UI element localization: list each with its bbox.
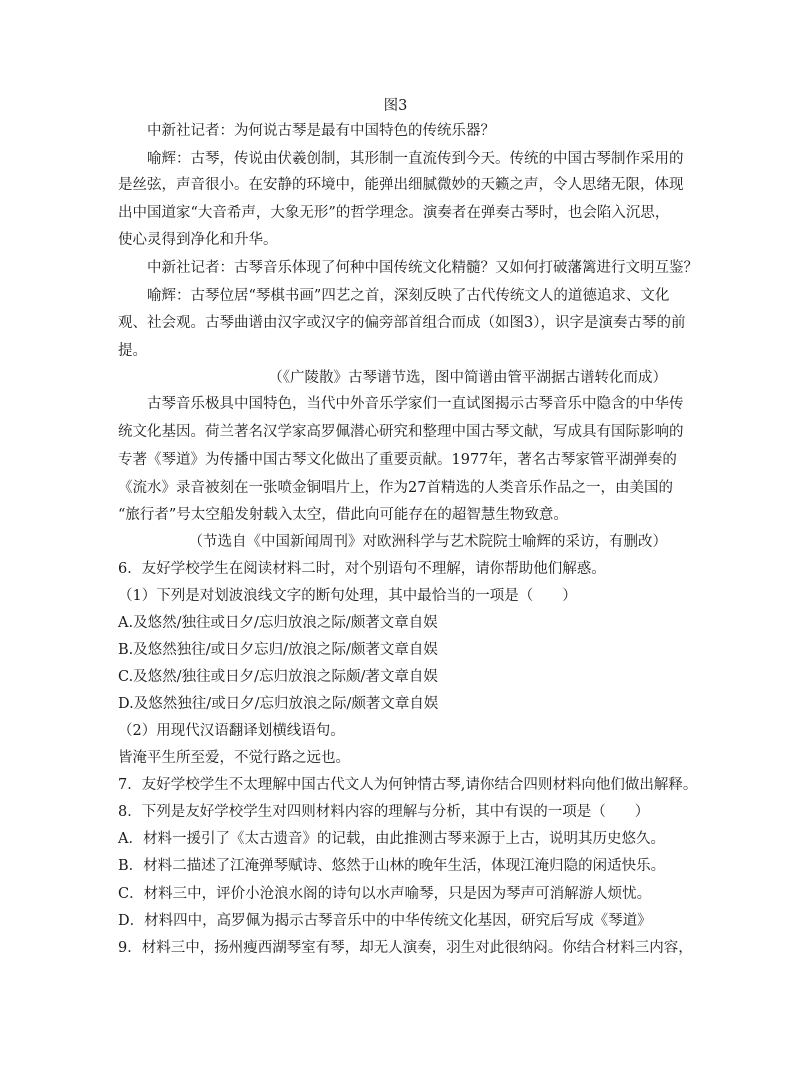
figure-note: （《广陵散》古琴谱节选，图中简谱由管平湖据古谱转化而成） [268, 370, 667, 386]
question-7: 7．友好学校学生不太理解中国古代文人为何钟情古琴,请你结合四则材料向他们做出解释。 [118, 777, 698, 793]
question-8-option-c: C．材料三中，评价小沧浪水阁的诗句以水声喻琴，只是因为琴声可消解游人烦忧。 [118, 886, 652, 902]
question-8-option-a: A．材料一援引了《太古遗音》的记载，由此推测古琴来源于上古，说明其历史悠久。 [118, 831, 665, 847]
interview-answer-1-line: 出中国道家“大音希声，大象无形”的哲学理念。演奏者在弹奏古琴时，也会陷入沉思， [118, 205, 670, 221]
interview-answer-2-line: 提。 [118, 343, 147, 359]
question-9: 9．材料三中，扬州瘦西湖琴室有琴，却无人演奏，羽生对此很纳闷。你结合材料三内容， [118, 940, 693, 956]
question-6-option-c: C.及悠然/独往或日夕/忘归放浪之际颇/著文章自娱 [118, 669, 438, 685]
question-6-part-1: （1）下列是对划波浪线文字的断句处理，其中最恰当的一项是（ ） [118, 588, 577, 604]
interview-answer-2-line: 喻辉：古琴位居“琴棋书画”四艺之首，深刻反映了古代传统文人的道德追求、文化 [147, 288, 670, 304]
figure-caption: 图3 [383, 98, 408, 114]
question-6: 6．友好学校学生在阅读材料二时，对个别语句不理解，请你帮助他们解惑。 [118, 561, 606, 577]
material-paragraph-line: 统文化基因。荷兰著名汉学家高罗佩潜心研究和整理中国古琴文献，写成具有国际影响的 [118, 424, 684, 440]
question-8-option-d: D．材料四中，高罗佩为揭示古琴音乐中的中华传统文化基因，研究后写成《琴道》 [118, 913, 652, 929]
interview-question-2: 中新社记者：古琴音乐体现了何种中国传统文化精髓？又如何打破藩篱进行文明互鉴？ [147, 260, 698, 276]
interview-answer-1-line: 是丝弦，声音很小。在安静的环境中，能弹出细腻微妙的天籁之声，令人思绪无限，体现 [118, 177, 684, 193]
question-6-part-2-sentence: 皆淹平生所至爱，不觉行路之远也。 [118, 750, 350, 766]
material-paragraph-line: 专著《琴道》为传播中国古琴文化做出了重要贡献。1977年，著名古琴家管平湖弹奏的 [118, 452, 677, 468]
material-paragraph-line: 古琴音乐极具中国特色，当代中外音乐学家们一直试图揭示古琴音乐中隐含的中华传 [147, 396, 684, 412]
question-6-option-d: D.及悠然独往/或日夕/忘归放浪之际/颇著文章自娱 [118, 696, 439, 712]
interview-answer-1-line: 使心灵得到净化和升华。 [118, 232, 278, 248]
interview-answer-2-line: 观、社会观。古琴曲谱由汉字或汉字的偏旁部首组合而成（如图3），识字是演奏古琴的前 [118, 315, 686, 331]
interview-question-1: 中新社记者：为何说古琴是最有中国特色的传统乐器？ [147, 123, 495, 139]
question-8-option-b: B．材料二描述了江淹弹琴赋诗、悠然于山林的晚年生活，体现江淹归隐的闲适快乐。 [118, 858, 666, 874]
material-paragraph-line: “旅行者”号太空船发射载入太空，借此向可能存在的超智慧生物致意。 [118, 507, 568, 523]
question-6-part-2: （2）用现代汉语翻译划横线语句。 [118, 723, 345, 739]
source-citation: （节选自《中国新闻周刊》对欧洲科学与艺术院院士喻辉的采访，有删改） [188, 534, 667, 550]
material-paragraph-line: 《流水》录音被刻在一张喷金铜唱片上，作为27首精选的人类音乐作品之一，由美国的 [118, 480, 673, 496]
question-6-option-b: B.及悠然独往/或日夕忘归/放浪之际/颇著文章自娱 [118, 642, 438, 658]
interview-answer-1-line: 喻辉：古琴，传说由伏羲创制，其形制一直流传到今天。传统的中国古琴制作采用的 [147, 151, 684, 167]
question-6-option-a: A.及悠然/独往或日夕/忘归放浪之际/颇著文章自娱 [118, 615, 438, 631]
question-8: 8．下列是友好学校学生对四则材料内容的理解与分析，其中有误的一项是（ ） [118, 804, 650, 820]
